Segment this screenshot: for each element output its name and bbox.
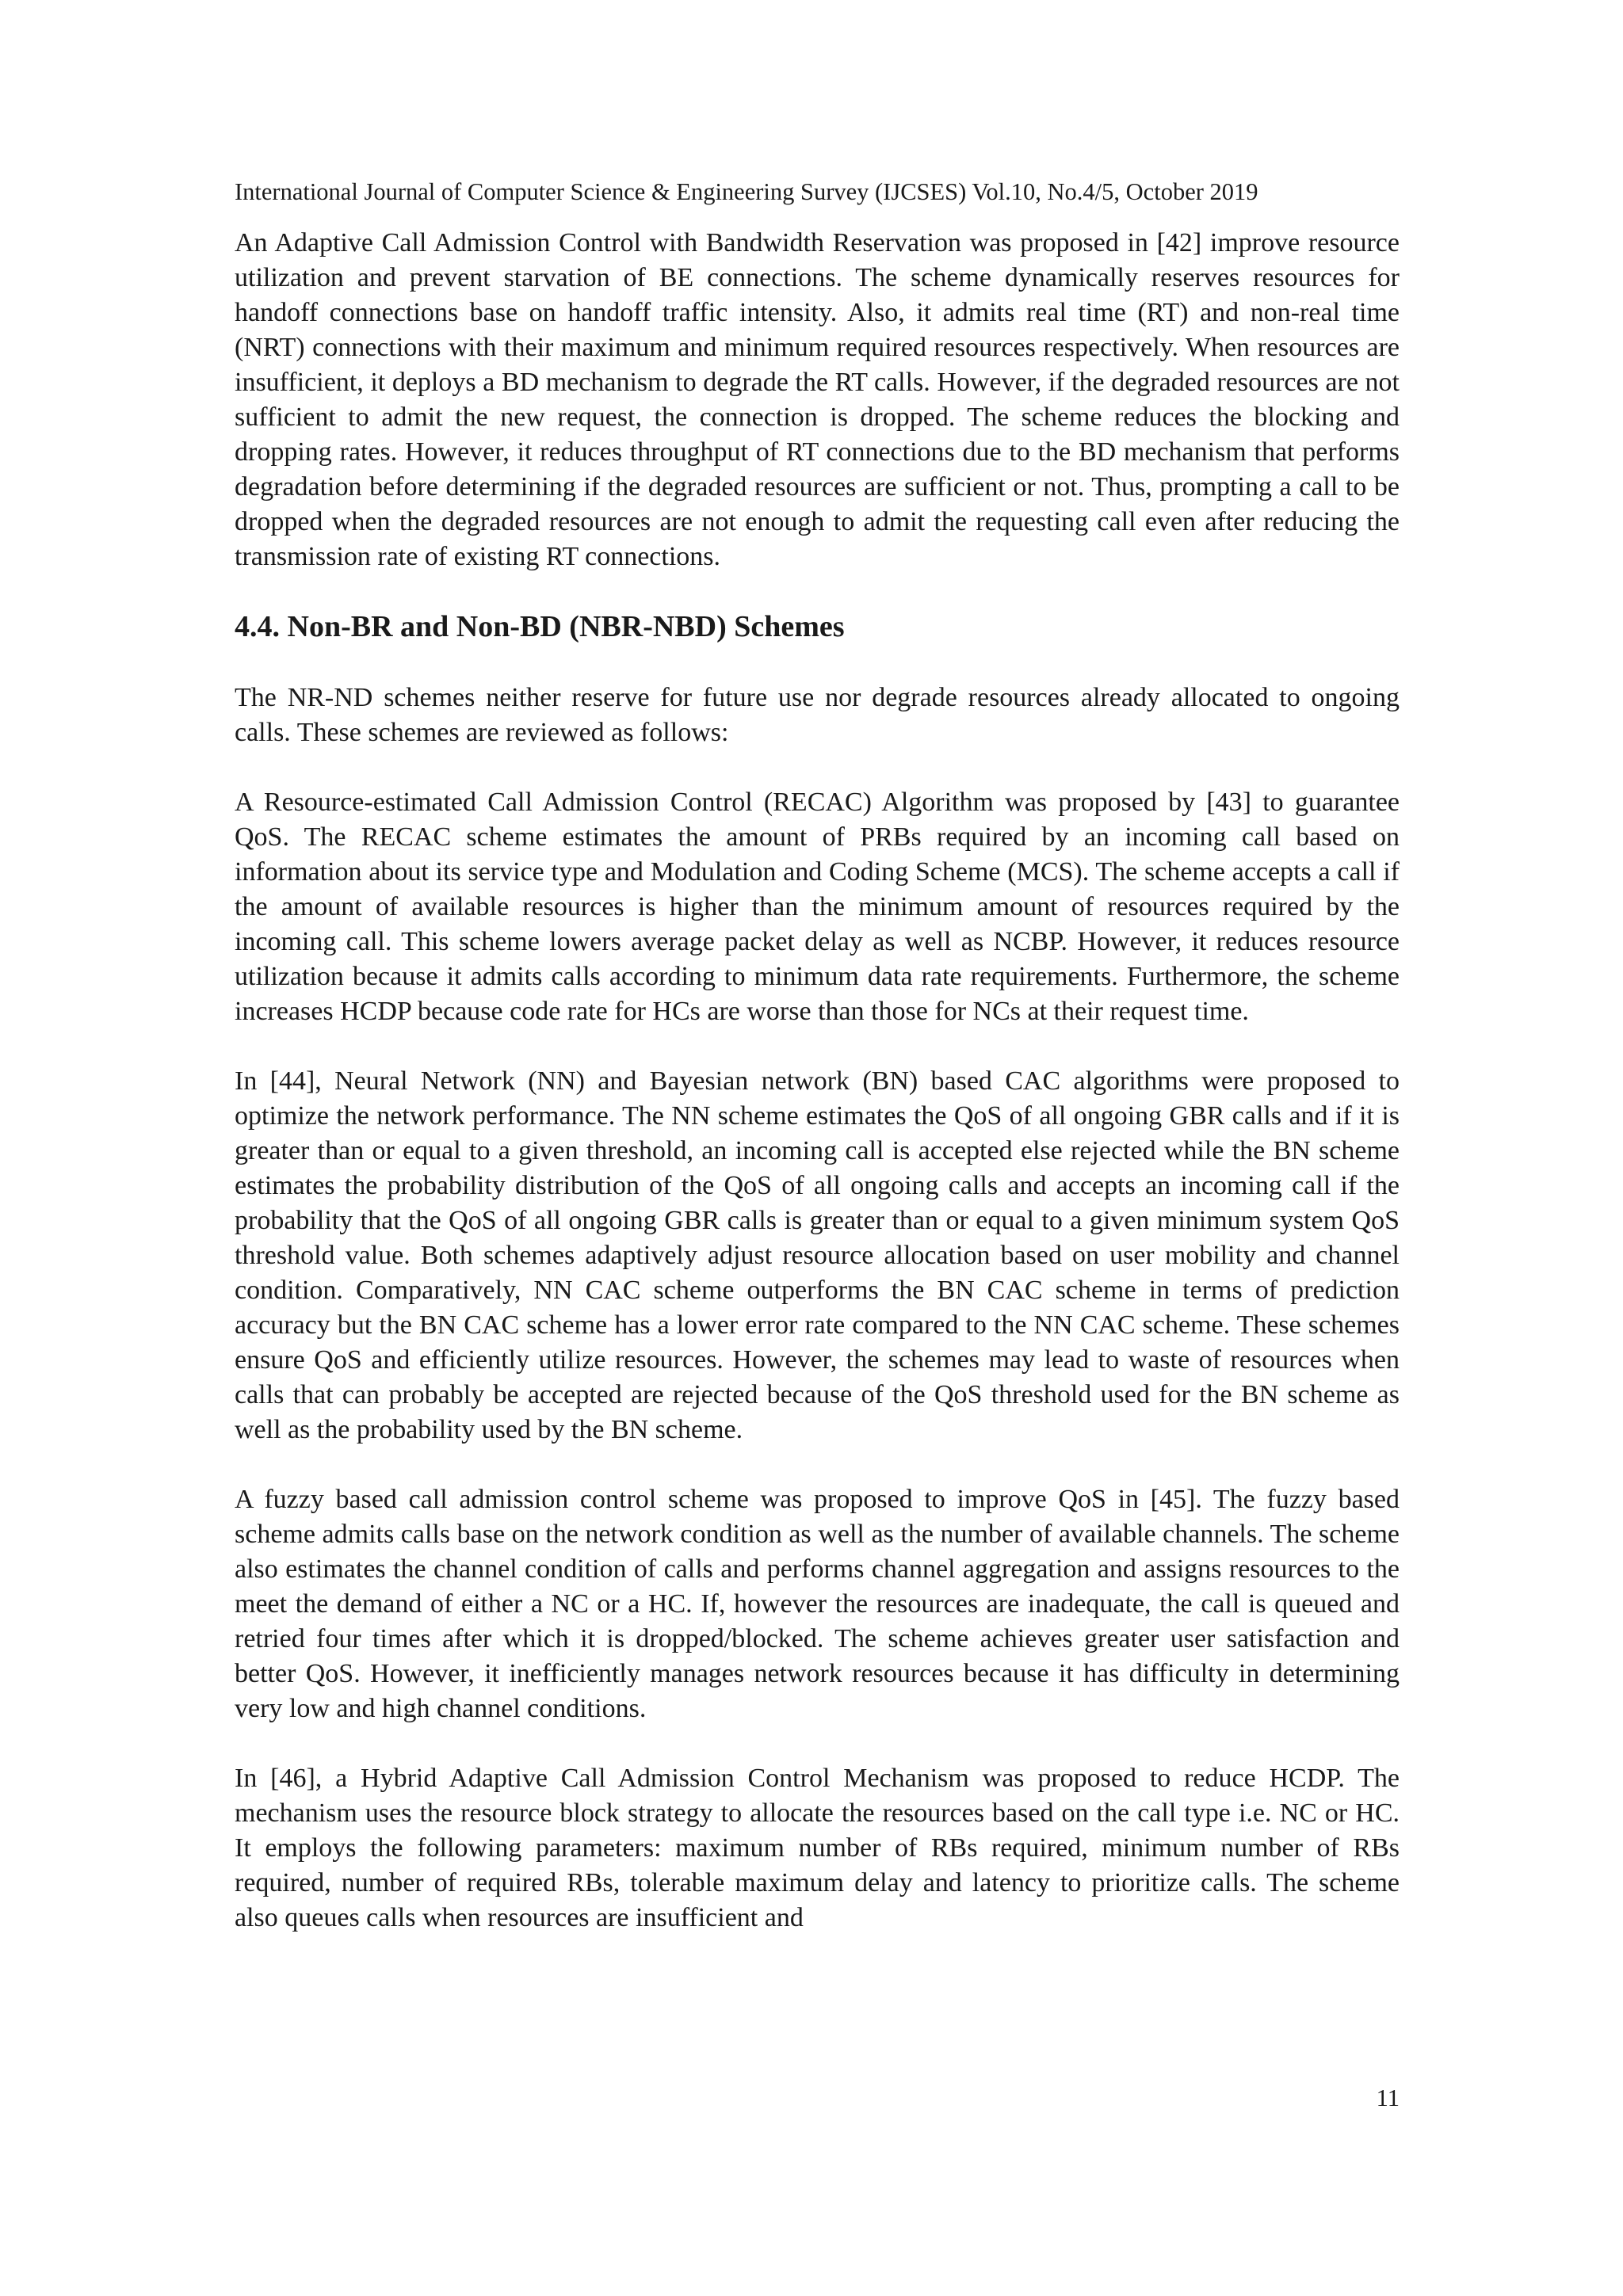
paragraph-recac: A Resource-estimated Call Admission Control (RECAC) Algorithm was proposed by [43] to guarantee QoS. The RECAC scheme estimates the amount of PRBs required by an incoming call based on information about its service type and Modulation and Coding Scheme (MCS). The scheme accepts a call if the amount of available resources is higher than the minimum amount of resources required by the incoming call. This scheme lowers average packet delay as well as NCBP. However, it reduces resource utilization because it admits calls according to minimum data rate requirements. Furthermore, the scheme increases HCDP because code rate for HCs are worse than those for NCs at their request time. (235, 788, 1400, 1026)
paragraph-nr-nd-intro: The NR-ND schemes neither reserve for future use nor degrade resources already allocated to ongoing calls. These schemes are reviewed as follows: (235, 683, 1400, 747)
paragraph-hybrid-adaptive-cac: In [46], a Hybrid Adaptive Call Admission Control Mechanism was proposed to reduce HCDP. The mechanism uses the resource block strategy to allocate the resources based on the call type i.e. NC or HC. It employs the following parameters: maximum number of RBs required, minimum number of RBs required, number of required RBs, tolerable maximum delay and latency to prioritize calls. The scheme also queues calls when resources are insufficient and (235, 1764, 1400, 1932)
paragraph-nn-bn-cac: In [44], Neural Network (NN) and Bayesian network (BN) based CAC algorithms were proposed to optimize the network performance. The NN scheme estimates the QoS of all ongoing GBR calls and if it is greater than or equal to a given threshold, an incoming call is accepted else rejected while the BN scheme estimates the probability distribution of the QoS of all ongoing calls and accepts an incoming call if the probability that the QoS of all ongoing GBR calls is greater than or equal to a given minimum system QoS threshold value. Both schemes adaptively adjust resource allocation based on user mobility and channel condition. Comparatively, NN CAC scheme outperforms the BN CAC scheme in terms of prediction accuracy but the BN CAC scheme has a lower error rate compared to the NN CAC scheme. These schemes ensure QoS and efficiently utilize resources. However, the schemes may lead to waste of resources when calls that can probably be accepted are rejected because of the QoS threshold used for the BN scheme as well as the probability used by the BN scheme. (235, 1066, 1400, 1444)
body-text (235, 226, 1400, 1936)
running-header: International Journal of Computer Science & Engineering Survey (IJCSES) Vol.10, No.4/5, October 2019 (235, 178, 1258, 205)
section-heading: 4.4. Non-BR and Non-BD (NBR-NBD) Schemes (235, 610, 845, 643)
paragraph-adaptive-cac: An Adaptive Call Admission Control with Bandwidth Reservation was proposed in [42] improve resource utilization and prevent starvation of BE connections. The scheme dynamically reserves resources for handoff connections base on handoff traffic intensity. Also, it admits real time (RT) and non-real time (NRT) connections with their maximum and minimum required resources respectively. When resources are insufficient, it deploys a BD mechanism to degrade the RT calls. However, if the degraded resources are not sufficient to admit the new request, the connection is dropped. The scheme reduces the blocking and dropping rates. However, it reduces throughput of RT connections due to the BD mechanism that performs degradation before determining if the degraded resources are sufficient or not. Thus, prompting a call to be dropped when the degraded resources are not enough to admit the requesting call even after reducing the transmission rate of existing RT connections. (235, 228, 1400, 571)
page-number: 11 (1376, 2084, 1400, 2111)
paragraph-fuzzy-cac: A fuzzy based call admission control scheme was proposed to improve QoS in [45]. The fuzzy based scheme admits calls base on the network condition as well as the number of available channels. The scheme also estimates the channel condition of calls and performs channel aggregation and assigns resources to the meet the demand of either a NC or a HC. If, however the resources are inadequate, the call is queued and retried four times after which it is dropped/blocked. The scheme achieves greater user satisfaction and better QoS. However, it inefficiently manages network resources because it has difficulty in determining very low and high channel conditions. (235, 1485, 1400, 1723)
